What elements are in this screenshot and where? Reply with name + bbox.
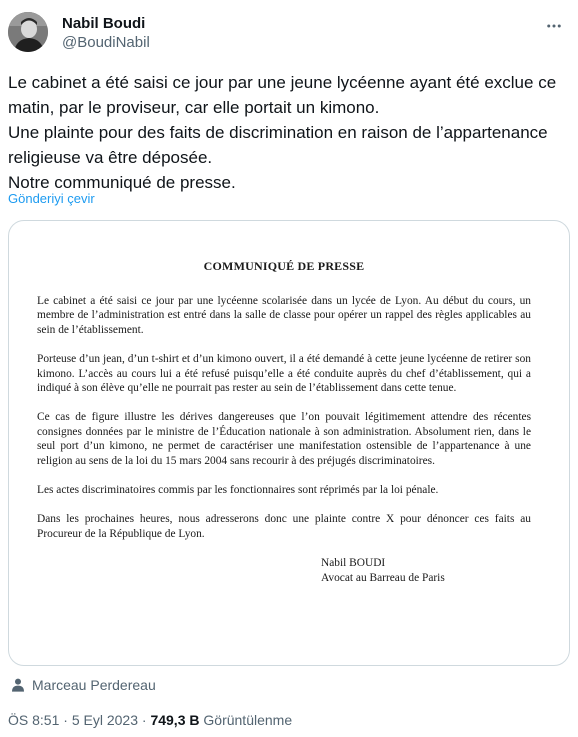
avatar-image bbox=[8, 12, 48, 52]
views-count: 749,3 B bbox=[150, 712, 200, 728]
author-display-name[interactable]: Nabil Boudi bbox=[62, 15, 146, 32]
tagged-user[interactable] bbox=[10, 677, 156, 693]
views-label: Görüntülenme bbox=[203, 712, 293, 728]
press-release-document bbox=[37, 245, 531, 586]
more-horizontal-icon bbox=[545, 17, 563, 35]
tweet-text: Le cabinet a été saisi ce jour par une jeune lycéenne ayant été exclue ce matin, par le proviseur, car elle portait un kimono. Une plainte pour des faits de discrimination en raison de l’appartenance religieuse va être déposée. Notre communiqué de presse. bbox=[8, 73, 557, 192]
document-paragraph-5: Dans les prochaines heures, nous adresserons donc une plainte contre X pour dénoncer ces faits au Procureur de la République de Lyon. bbox=[37, 513, 531, 540]
signature-title: Avocat au Barreau de Paris bbox=[321, 572, 445, 585]
document-title: COMMUNIQUÉ DE PRESSE bbox=[203, 259, 365, 273]
translate-post-link[interactable]: Gönderiyi çevir bbox=[8, 191, 95, 206]
document-paragraph-4: Les actes discriminatoires commis par les fonctionnaires sont réprimés par la loi pénale. bbox=[37, 484, 439, 497]
tagged-user-name: Marceau Perdereau bbox=[32, 677, 156, 693]
meta-separator: · bbox=[63, 712, 68, 728]
document-paragraph-1: Le cabinet a été saisi ce jour par une lycéenne scolarisée dans un lycée de Lyon. Au début du cours, un membre de l’administration est entré dans la salle de classe pour opérer un rappel des règles applicables au sein de l’établissement. bbox=[37, 295, 531, 336]
attached-image[interactable] bbox=[8, 220, 570, 666]
meta-separator-2: · bbox=[141, 712, 147, 728]
person-icon bbox=[10, 677, 26, 693]
author-handle[interactable]: @BoudiNabil bbox=[62, 34, 150, 51]
avatar[interactable] bbox=[8, 12, 48, 52]
document-paragraph-3: Ce cas de figure illustre les dérives dangereuses que l’on pouvait légitimement attendre des récentes consignes données par le ministre de l’Éducation nationale à son administration. Absolument rien, dans le seul port d’un kimono, ne permet de caractériser une manifestation ostensible de l’appartenance à une religion au sens de la loi du 15 mars 2004 sans recourir à des préjugés discriminatoires. bbox=[37, 411, 531, 467]
document-signature bbox=[321, 556, 531, 586]
tweet-meta bbox=[8, 711, 292, 729]
tweet-header bbox=[8, 8, 570, 56]
tweet-time[interactable]: ÖS 8:51 bbox=[8, 712, 60, 728]
tweet-date[interactable]: 5 Eyl 2023 bbox=[71, 712, 138, 728]
document-paragraph-2: Porteuse d’un jean, d’un t-shirt et d’un kimono ouvert, il a été demandé à cette jeune lycéenne de retirer son kimono. L’accès au cours lui a été refusé puisqu’elle a été conduite auprès du chef d’établissement, qui a indiqué à son élève qu’elle ne pourrait pas rester au sein de l’établissement dans cette tenue. bbox=[37, 353, 531, 395]
author-names bbox=[62, 14, 150, 53]
more-button[interactable] bbox=[540, 12, 568, 40]
signature-name: Nabil BOUDI bbox=[321, 557, 386, 570]
